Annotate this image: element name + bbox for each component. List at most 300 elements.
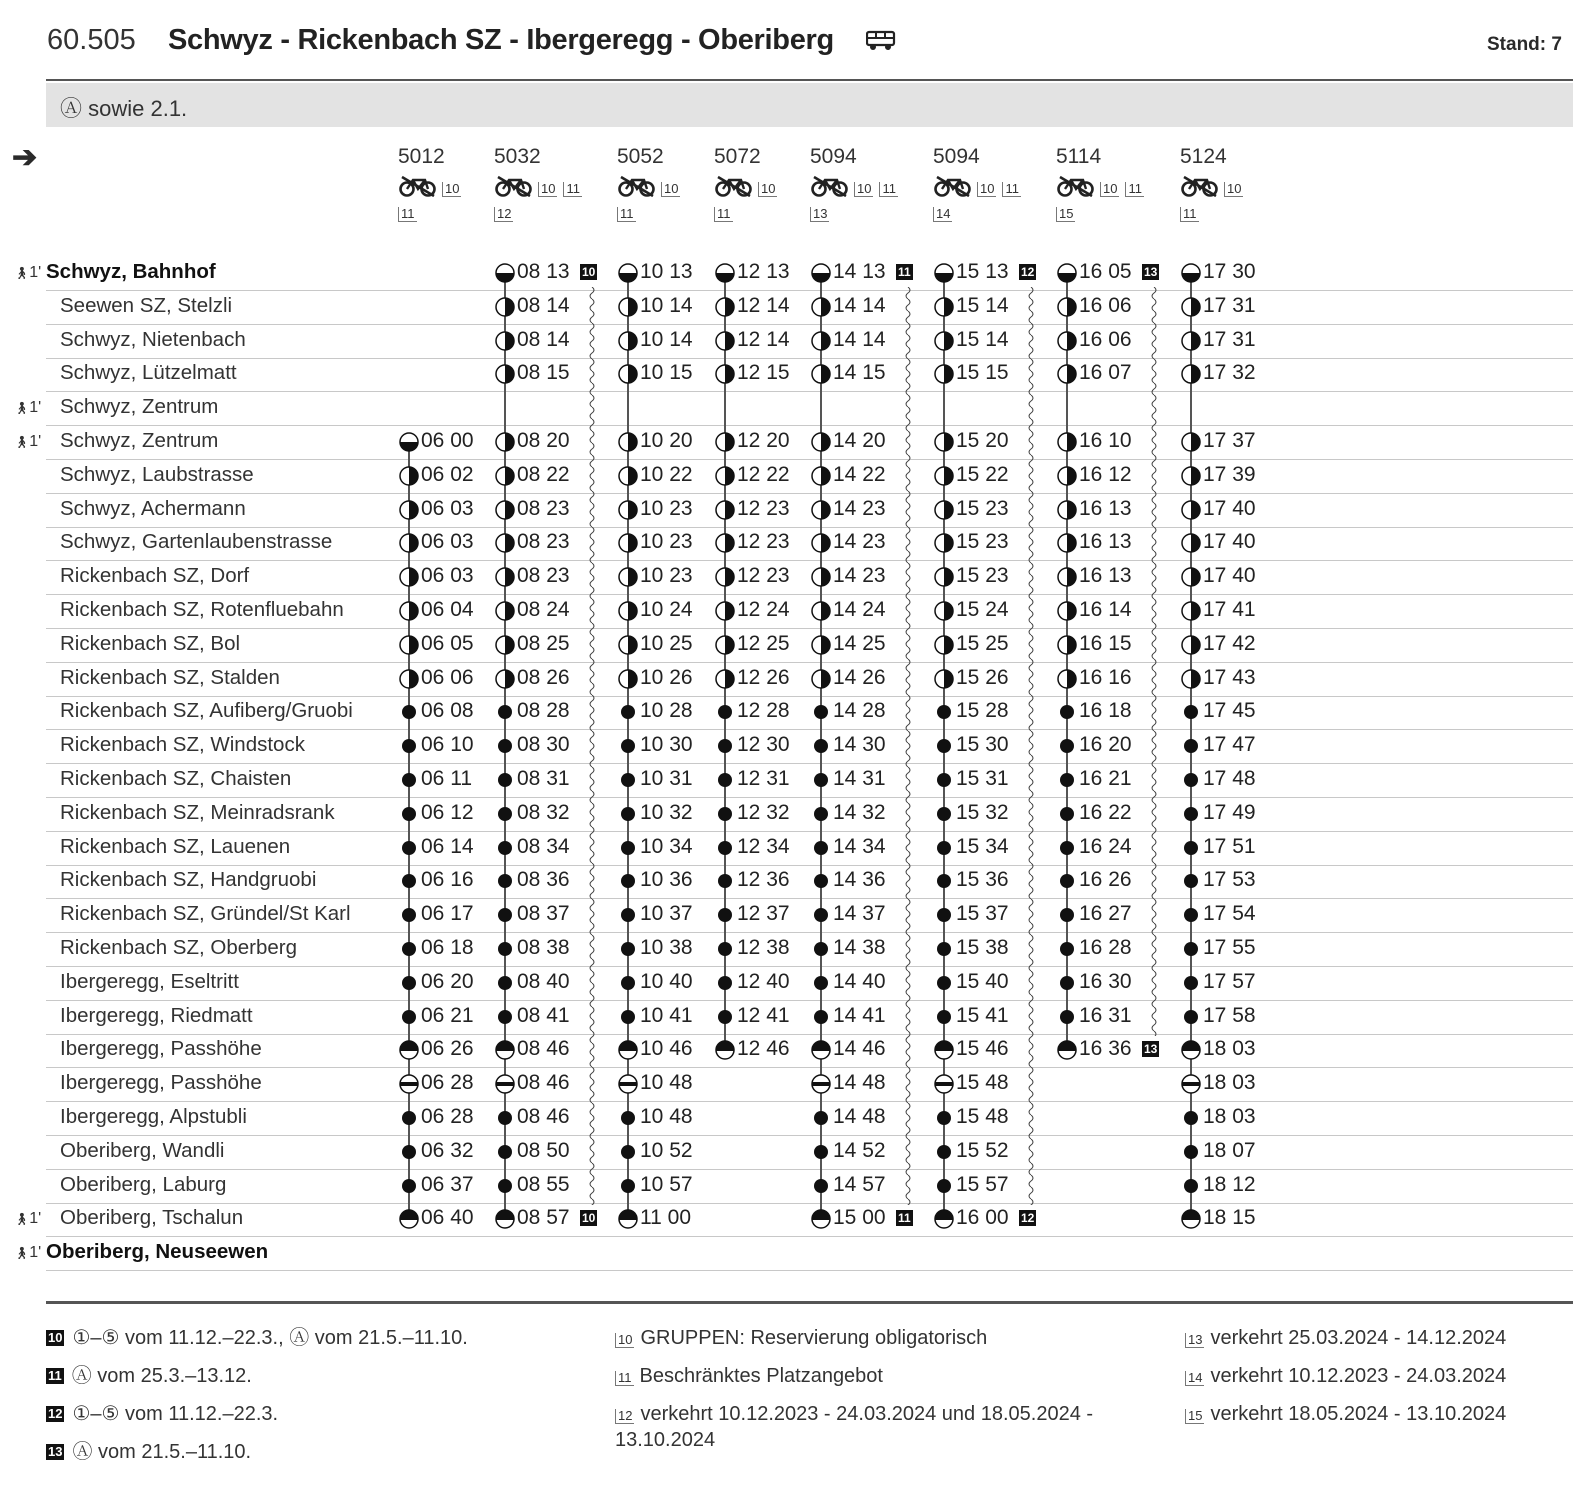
departure-time: 14 13 <box>833 260 886 283</box>
row-divider <box>46 324 1573 325</box>
departure-time: 14 46 <box>833 1037 886 1061</box>
departure-time: 10 46 <box>640 1037 693 1061</box>
bike-reservation-icon <box>714 184 754 201</box>
departure-time: 17 40 <box>1203 530 1256 554</box>
stop-mark-dot-icon <box>810 1141 832 1168</box>
note-box[interactable]: 10 <box>582 265 596 279</box>
stop-mark-dot-icon <box>714 837 736 864</box>
stop-mark-dot-icon <box>617 1006 639 1033</box>
stop-mark-half-icon <box>714 499 736 526</box>
stop-mark-dot-icon <box>398 837 420 864</box>
row-divider <box>46 1270 1573 1271</box>
stop-mark-dot-icon <box>1180 1141 1202 1168</box>
departure-time: 06 11 <box>421 767 472 790</box>
stop-mark-end-icon <box>714 1039 736 1066</box>
departure-time: 15 40 <box>956 969 1009 993</box>
departure-time: 16 27 <box>1079 902 1132 926</box>
departure-time: 16 36 <box>1079 1037 1132 1061</box>
departure-time: 16 13 <box>1079 530 1132 554</box>
footnote-text: Ⓐ vom 21.5.–11.10. <box>72 1441 252 1463</box>
departure-time: 12 15 <box>737 361 790 385</box>
divider <box>46 79 1573 81</box>
stop-mark-dot-icon <box>1180 1006 1202 1033</box>
stop-mark-half-icon <box>1180 431 1202 458</box>
stop-mark-half-icon <box>1180 499 1202 526</box>
stop-name: Rickenbach SZ, Bol <box>60 631 241 655</box>
stop-mark-half-icon <box>933 431 955 458</box>
stop-mark-end-icon <box>933 1208 955 1235</box>
stop-mark-end-icon <box>810 1208 832 1235</box>
stop-mark-half-icon <box>617 532 639 559</box>
stop-name: Schwyz, Bahnhof <box>46 260 216 283</box>
stop-mark-dot-icon <box>933 1107 955 1134</box>
stop-mark-half-icon <box>933 566 955 593</box>
stop-mark-half-icon <box>1180 330 1202 357</box>
row-divider <box>46 1000 1573 1001</box>
departure-time: 17 32 <box>1203 361 1256 385</box>
footnote-ref[interactable]: 10 <box>442 182 461 197</box>
walk-time: 1' <box>29 1244 42 1262</box>
stop-mark-end-icon <box>1180 1208 1202 1235</box>
departure-time: 08 40 <box>517 969 570 993</box>
stop-mark-half-icon <box>494 532 516 559</box>
departure-time: 18 03 <box>1203 1071 1256 1095</box>
departure-time: 12 23 <box>737 564 790 588</box>
departure-time: 12 31 <box>737 767 790 790</box>
stop-mark-half-icon <box>494 431 516 458</box>
stop-mark-dot-icon <box>810 769 832 796</box>
stop-mark-half-icon <box>494 634 516 661</box>
departure-time: 15 26 <box>956 665 1009 689</box>
footnote-ref[interactable]: 11 <box>714 207 733 222</box>
stop-name: Rickenbach SZ, Windstock <box>60 733 305 757</box>
row-divider <box>46 662 1573 663</box>
stop-mark-dot-icon <box>933 938 955 965</box>
stop-mark-mid-icon <box>933 1073 955 1100</box>
train-number: 5114 <box>1056 145 1102 168</box>
departure-time: 12 28 <box>737 699 790 723</box>
stop-mark-dot-icon <box>398 769 420 796</box>
departure-time: 12 13 <box>737 260 790 283</box>
stop-mark-dot-icon <box>933 837 955 864</box>
note-box[interactable]: 12 <box>1021 265 1035 279</box>
stop-mark-dot-icon <box>617 1141 639 1168</box>
train-number: 5052 <box>617 145 664 168</box>
departure-time: 14 28 <box>833 699 886 723</box>
stop-mark-half-icon <box>810 532 832 559</box>
departure-time: 15 22 <box>956 462 1009 486</box>
stop-mark-mid-icon <box>617 1073 639 1100</box>
stop-mark-dot-icon <box>617 904 639 931</box>
stop-name: Rickenbach SZ, Lauenen <box>60 834 291 858</box>
departure-time: 14 40 <box>833 969 886 993</box>
departure-time: 06 18 <box>421 936 474 959</box>
departure-time: 16 06 <box>1079 293 1132 317</box>
stop-mark-dot-icon <box>714 904 736 931</box>
departure-time: 15 34 <box>956 834 1009 858</box>
stop-mark-half-icon <box>714 634 736 661</box>
departure-time: 15 31 <box>956 767 1009 790</box>
departure-time: 17 53 <box>1203 868 1256 892</box>
stop-name: Ibergeregg, Eseltritt <box>60 969 239 993</box>
departure-time: 10 20 <box>640 429 693 452</box>
departure-time: 17 39 <box>1203 462 1256 486</box>
departure-time: 08 46 <box>517 1105 570 1128</box>
stop-name: Ibergeregg, Passhöhe <box>60 1037 262 1061</box>
stop-name: Schwyz, Gartenlaubenstrasse <box>60 530 333 554</box>
departure-time: 16 00 <box>956 1206 1009 1230</box>
stop-mark-half-icon <box>617 566 639 593</box>
stop-mark-dot-icon <box>617 769 639 796</box>
footnote-text: verkehrt 25.03.2024 - 14.12.2024 <box>1210 1327 1507 1349</box>
stop-mark-half-icon <box>810 330 832 357</box>
departure-time: 14 26 <box>833 665 886 689</box>
walk-time: 1' <box>29 433 42 450</box>
restriction-wavy-line <box>1027 287 1035 1205</box>
stop-mark-dot-icon <box>1180 837 1202 864</box>
footnote-ref[interactable]: 15 <box>1056 207 1075 222</box>
departure-time: 10 26 <box>640 665 693 689</box>
departure-time: 06 26 <box>421 1037 474 1061</box>
departure-time: 14 57 <box>833 1172 886 1196</box>
row-divider <box>46 493 1573 494</box>
departure-time: 12 30 <box>737 733 790 757</box>
stop-name: Seewen SZ, Stelzli <box>60 293 233 317</box>
stop-mark-dot-icon <box>714 803 736 830</box>
stop-mark-half-icon <box>933 465 955 492</box>
stop-mark-dot-icon <box>1180 1107 1202 1134</box>
stop-mark-half-icon <box>810 499 832 526</box>
stop-name: Rickenbach SZ, Handgruobi <box>60 868 317 892</box>
departure-time: 14 34 <box>833 834 886 858</box>
departure-time: 17 42 <box>1203 631 1256 655</box>
footnote-ref[interactable]: 11 <box>398 207 417 222</box>
footnote <box>46 1363 252 1389</box>
departure-time: 12 41 <box>737 1003 790 1027</box>
departure-time: 16 28 <box>1079 936 1132 959</box>
footnote-ref[interactable]: 10 <box>661 182 680 197</box>
stop-mark-mid-icon <box>1180 1073 1202 1100</box>
departure-time: 17 31 <box>1203 293 1256 317</box>
stop-mark-half-icon <box>1056 330 1078 357</box>
stop-mark-half-icon <box>398 465 420 492</box>
footnote-ref[interactable]: 10 <box>538 182 557 197</box>
stop-mark-dot-icon <box>810 904 832 931</box>
footnote <box>615 1401 1125 1453</box>
departure-time: 18 15 <box>1203 1206 1256 1230</box>
footnote-ref[interactable]: 14 <box>933 207 952 222</box>
stop-mark-half-icon <box>494 465 516 492</box>
stop-name: Oberiberg, Wandli <box>60 1138 225 1162</box>
departure-time: 16 14 <box>1079 598 1132 621</box>
departure-time: 06 28 <box>421 1071 474 1095</box>
stop-mark-half-icon <box>933 363 955 390</box>
departure-time: 14 31 <box>833 767 886 790</box>
stop-mark-half-icon <box>1056 499 1078 526</box>
departure-time: 10 28 <box>640 699 693 723</box>
stop-mark-dot-icon <box>1056 769 1078 796</box>
footnote-ref[interactable]: 11 <box>1180 207 1199 222</box>
departure-time: 10 48 <box>640 1105 693 1128</box>
departure-time: 12 26 <box>737 665 790 689</box>
footnote-ref[interactable]: 11 <box>617 207 636 222</box>
departure-time: 17 40 <box>1203 496 1256 520</box>
departure-time: 08 23 <box>517 564 570 588</box>
footnote-ref[interactable]: 10 <box>854 182 873 197</box>
departure-time: 10 30 <box>640 733 693 757</box>
stop-name: Rickenbach SZ, Meinradsrank <box>60 800 335 824</box>
footnote-ref[interactable]: 11 <box>879 182 898 197</box>
stop-mark-half-icon <box>1056 668 1078 695</box>
stop-mark-half-icon <box>1180 465 1202 492</box>
footnote-ref[interactable]: 12 <box>494 207 513 222</box>
stop-mark-half-icon <box>933 296 955 323</box>
footnote <box>46 1439 251 1465</box>
stop-mark-half-icon <box>617 431 639 458</box>
train-attributes <box>810 175 904 221</box>
stop-mark-dot-icon <box>617 701 639 728</box>
stop-mark-half-icon <box>494 363 516 390</box>
stop-mark-dot-icon <box>617 803 639 830</box>
stop-mark-dot-icon <box>398 972 420 999</box>
train-attributes <box>1056 175 1150 221</box>
stop-mark-half-icon <box>617 465 639 492</box>
departure-time: 06 20 <box>421 969 474 993</box>
departure-time: 16 24 <box>1079 834 1132 858</box>
footnote-ref[interactable]: 10 <box>1224 182 1243 197</box>
departure-time: 17 57 <box>1203 969 1256 993</box>
stop-name: Schwyz, Laubstrasse <box>60 462 254 486</box>
departure-time: 15 57 <box>956 1172 1009 1196</box>
departure-time: 15 23 <box>956 564 1009 588</box>
footnote-ref[interactable]: 10 <box>977 182 996 197</box>
stop-mark-dot-icon <box>617 735 639 762</box>
stop-mark-half-icon <box>398 532 420 559</box>
stop-mark-dot-icon <box>714 769 736 796</box>
stop-mark-dot-icon <box>617 837 639 864</box>
walk-icon: 🚶︎1' <box>14 264 42 281</box>
stop-mark-dot-icon <box>810 938 832 965</box>
stop-mark-half-icon <box>810 600 832 627</box>
footnote-ref[interactable]: 10 <box>758 182 777 197</box>
departure-time: 14 24 <box>833 598 886 621</box>
train-number: 5094 <box>933 145 980 168</box>
stop-mark-half-icon <box>1180 566 1202 593</box>
stop-name: Ibergeregg, Riedmatt <box>60 1003 253 1027</box>
departure-time: 15 23 <box>956 530 1009 554</box>
stop-mark-half-icon <box>1180 532 1202 559</box>
stop-mark-dot-icon <box>714 701 736 728</box>
row-divider <box>46 1067 1573 1068</box>
walk-time: 1' <box>29 264 42 281</box>
stop-mark-half-icon <box>933 634 955 661</box>
departure-time: 06 03 <box>421 496 474 520</box>
footnote-ref[interactable]: 10 <box>1100 182 1119 197</box>
footnote <box>1185 1401 1506 1427</box>
train-attributes <box>714 175 783 221</box>
restriction-wavy-line <box>1150 287 1158 1036</box>
stop-mark-half-icon <box>810 296 832 323</box>
bus-icon <box>866 30 896 57</box>
departure-time: 08 46 <box>517 1037 570 1061</box>
stop-mark-half-icon <box>714 600 736 627</box>
stop-mark-end-icon <box>1180 1039 1202 1066</box>
stop-mark-half-icon <box>810 566 832 593</box>
stop-name: Schwyz, Lützelmatt <box>60 361 237 385</box>
footnote-ref[interactable]: 11 <box>563 182 582 197</box>
departure-time: 17 45 <box>1203 699 1256 723</box>
stop-mark-dot-icon <box>494 1006 516 1033</box>
row-divider <box>46 560 1573 561</box>
note-box[interactable]: 11 <box>898 1211 911 1226</box>
departure-time: 15 15 <box>956 361 1009 385</box>
stop-mark-end-icon <box>617 1208 639 1235</box>
departure-time: 15 14 <box>956 293 1009 317</box>
stop-mark-half-icon <box>933 330 955 357</box>
footnote-text: GRUPPEN: Reservierung obligatorisch <box>640 1327 988 1349</box>
departure-time: 10 14 <box>640 293 693 317</box>
stop-mark-dot-icon <box>1180 938 1202 965</box>
row-divider <box>46 1203 1573 1204</box>
stop-mark-dot-icon <box>398 803 420 830</box>
train-number: 5094 <box>810 145 857 168</box>
stop-mark-dot-icon <box>1056 904 1078 931</box>
row-divider <box>46 797 1573 798</box>
stop-mark-dot-icon <box>810 837 832 864</box>
stop-mark-half-icon <box>1056 600 1078 627</box>
row-divider <box>46 865 1573 866</box>
stop-mark-half-icon <box>1180 634 1202 661</box>
departure-time: 08 23 <box>517 496 570 520</box>
departure-time: 06 16 <box>421 868 474 892</box>
departure-time: 17 48 <box>1203 767 1256 790</box>
departure-time: 14 38 <box>833 936 886 959</box>
stop-mark-dot-icon <box>714 1006 736 1033</box>
row-divider <box>46 1169 1573 1170</box>
departure-time: 14 23 <box>833 530 886 554</box>
stop-mark-half-icon <box>714 566 736 593</box>
footnote-ref: 11 <box>615 1371 634 1386</box>
departure-time: 08 23 <box>517 530 570 554</box>
stop-mark-half-icon <box>494 566 516 593</box>
departure-time: 15 13 <box>956 260 1009 283</box>
stop-mark-start-icon <box>810 262 832 289</box>
departure-time: 06 17 <box>421 902 474 926</box>
stop-mark-half-icon <box>1056 465 1078 492</box>
stop-name: Oberiberg, Laburg <box>60 1172 227 1196</box>
departure-time: 15 32 <box>956 800 1009 824</box>
stop-mark-end-icon <box>398 1039 420 1066</box>
departure-time: 15 00 <box>833 1206 886 1230</box>
departure-time: 08 25 <box>517 631 570 655</box>
note-box[interactable]: 10 <box>582 1211 596 1226</box>
stop-mark-end-icon <box>398 1208 420 1235</box>
stop-mark-half-icon <box>810 668 832 695</box>
departure-time: 08 46 <box>517 1071 570 1095</box>
departure-time: 14 22 <box>833 462 886 486</box>
stop-name: Schwyz, Nietenbach <box>60 327 246 351</box>
stop-mark-dot-icon <box>494 701 516 728</box>
departure-time: 08 13 <box>517 260 570 283</box>
walk-icon: 🚶︎1' <box>14 399 42 417</box>
footnote <box>1185 1325 1506 1351</box>
departure-time: 08 15 <box>517 361 570 385</box>
departure-time: 08 38 <box>517 936 570 959</box>
note-box[interactable]: 11 <box>898 265 911 279</box>
departure-time: 12 34 <box>737 834 790 858</box>
note-box[interactable]: 13 <box>1144 265 1158 279</box>
departure-time: 08 57 <box>517 1206 570 1230</box>
departure-time: 10 22 <box>640 462 693 486</box>
footnote-ref[interactable]: 11 <box>1002 182 1021 197</box>
departure-time: 15 30 <box>956 733 1009 757</box>
departure-time: 12 32 <box>737 800 790 824</box>
departure-time: 10 24 <box>640 598 693 621</box>
departure-time: 17 54 <box>1203 902 1256 926</box>
departure-time: 14 14 <box>833 293 886 317</box>
departure-time: 17 41 <box>1203 598 1256 621</box>
stop-mark-mid-icon <box>494 1073 516 1100</box>
row-divider <box>46 1101 1573 1102</box>
stop-mark-dot-icon <box>810 735 832 762</box>
stop-mark-half-icon <box>810 634 832 661</box>
footnote-ref: 11 <box>48 1368 62 1383</box>
departure-time: 10 23 <box>640 564 693 588</box>
departure-time: 16 13 <box>1079 564 1132 588</box>
train-attributes <box>398 175 467 221</box>
departure-time: 17 47 <box>1203 733 1256 757</box>
stop-mark-start-icon <box>933 262 955 289</box>
stop-name: Rickenbach SZ, Rotenfluebahn <box>60 598 344 621</box>
departure-time: 15 41 <box>956 1003 1009 1027</box>
row-divider <box>46 966 1573 967</box>
departure-time: 06 40 <box>421 1206 474 1230</box>
departure-time: 17 40 <box>1203 564 1256 588</box>
stop-mark-start-icon <box>617 262 639 289</box>
departure-time: 15 48 <box>956 1105 1009 1128</box>
stop-mark-dot-icon <box>1056 701 1078 728</box>
stop-mark-half-icon <box>933 532 955 559</box>
departure-time: 12 20 <box>737 429 790 452</box>
departure-time: 15 28 <box>956 699 1009 723</box>
row-divider <box>46 425 1573 426</box>
departure-time: 18 12 <box>1203 1172 1256 1196</box>
departure-time: 17 55 <box>1203 936 1256 959</box>
departure-time: 16 15 <box>1079 631 1132 655</box>
departure-time: 06 28 <box>421 1105 474 1128</box>
stop-mark-dot-icon <box>398 938 420 965</box>
footnote-text: Ⓐ vom 25.3.–13.12. <box>71 1365 252 1387</box>
train-attributes <box>1180 175 1249 221</box>
note-box[interactable]: 13 <box>1144 1042 1158 1057</box>
footnote-ref: 15 <box>1185 1409 1204 1424</box>
row-divider <box>46 1135 1573 1136</box>
footnote-ref[interactable]: 11 <box>1125 182 1144 197</box>
departure-time: 14 25 <box>833 631 886 655</box>
note-box[interactable]: 12 <box>1021 1211 1035 1226</box>
departure-time: 12 38 <box>737 936 790 959</box>
stop-mark-half-icon <box>617 499 639 526</box>
departure-time: 16 21 <box>1079 767 1132 790</box>
stop-mark-half-icon <box>714 465 736 492</box>
stop-mark-start-icon <box>398 431 420 458</box>
stop-mark-dot-icon <box>1056 938 1078 965</box>
stop-mark-half-icon <box>714 330 736 357</box>
stop-mark-mid-icon <box>398 1073 420 1100</box>
footnote-ref[interactable]: 13 <box>810 207 829 222</box>
stop-mark-dot-icon <box>1056 803 1078 830</box>
row-divider <box>46 831 1573 832</box>
